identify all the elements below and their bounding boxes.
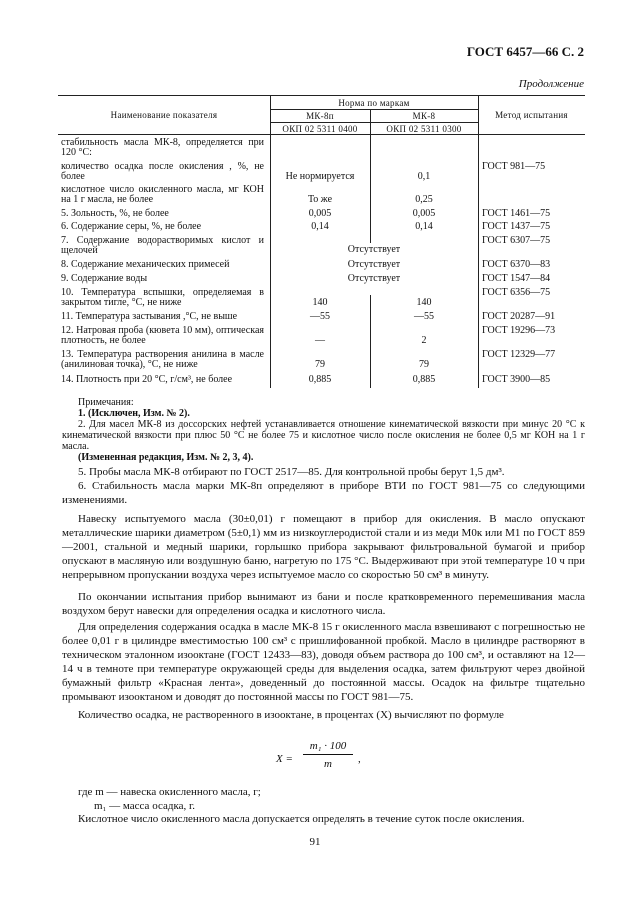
table-cell-both: Отсутствует [347,273,401,284]
table-cell-mk8: 0,005 [412,208,436,219]
header-brand-mk8p: МК-8п [306,111,334,121]
page-number: 91 [309,836,321,848]
table-row-name: 11. Температура застывания ,°С, не выше [61,311,238,322]
table-row-name: стабильность масла МК-8, определяется при 120 °С: [61,137,264,158]
paragraph-9: Для определения содержания осадка в масле МК-8 15 г окисленного масла взвешивают с погрешностью не более 0,01 г в цилиндре вместимостью 100 см³ с пришлифованной пробкой. Масло в цилиндре растворяют в техническом эталонном изооктане (ГОСТ 12433—83), доводя объем раствора до 100 см³, и оставляют на 12—14 ч в темноте при температуре окружающей среды для выделения осадка, затем фильтруют через двойной бумажный фильтр «Красная лента», доведенный до постоянной массы. Осадок на фильтре тщательно промывают изооктаном и доводят до постоянной массы по ГОСТ 981—75. [62,621,585,703]
paragraph-7: Навеску испытуемого масла (30±0,01) г помещают в прибор для окисления. В масло опускают металлические шарики диаметром (5±0,1) мм из низкоуглеродистой стали и из меди М0к или М1 по ГОСТ 859—2001, стальной и медный шарики, горлышко прибора закрывают фильтровальной бумагой и прибор опускают в масляную или воздушную баню, нагретую по 175 °С. Выдерживают при этой температуре 10 ч при непрерывном пропускании воздуха через испытуемое масло со скоростью 50 см³ в минуту. [62,513,585,581]
table-cell-method: ГОСТ 6356—75 [482,287,551,298]
page-header: ГОСТ 6457—66 С. 2 [466,44,584,59]
continuation-label: Продолжение [518,78,584,90]
paragraph-10: Количество осадка, не растворенного в изооктане, в процентах (X) вычисляют по формуле [78,709,504,721]
table-cell-mk8p: То же [307,194,333,205]
table-cell-mk8p: 0,14 [311,221,329,232]
table-row-name: 8. Содержание механических примесей [61,259,230,270]
table-cell-mk8p: 140 [312,297,328,308]
table-cell-mk8p: Не нормируется [285,171,355,182]
table-row-name: 5. Зольность, %, не более [61,208,169,219]
header-okp-mk8p: ОКП 02 5311 0400 [282,124,358,134]
fraction-line [303,754,353,755]
table-cell-method: ГОСТ 1437—75 [482,221,551,232]
table-cell-method: ГОСТ 1547—84 [482,273,551,284]
paragraph-6: 6. Стабильность масла марки МК-8п определяют в приборе ВТИ по ГОСТ 981—75 со следующими изменениями. [62,480,585,506]
table-cell-both: Отсутствует [347,244,401,255]
header-brand-mk8: МК-8 [412,111,436,121]
table-row-name: 14. Плотность при 20 °С, г/см³, не более [61,374,233,385]
table-cell-method: ГОСТ 6370—83 [482,259,551,270]
table-cell-mk8: 79 [419,359,429,370]
table-cell-method: ГОСТ 981—75 [482,161,546,172]
table-cell-mk8: 140 [416,297,432,308]
header-okp-mk8: ОКП 02 5311 0300 [386,124,462,134]
table-cell-method: ГОСТ 3900—85 [482,374,551,385]
formula-numerator: m₁ · 100 [309,740,347,752]
table-cell-mk8: 2 [421,335,427,346]
table-row-name: кислотное число окисленного масла, мг КОН на 1 г масла, не более [61,184,264,205]
table-cell-method: ГОСТ 1461—75 [482,208,551,219]
table-cell-mk8: 0,25 [415,194,433,205]
note-edition: (Измененная редакция, Изм. № 2, 3, 4). [78,452,254,463]
table-cell-method: ГОСТ 20287—91 [482,311,556,322]
header-test-method: Метод испытания [495,110,568,120]
table-cell-mk8p: 0,885 [308,374,332,385]
table-row-name: 13. Температура растворения анилина в масле (анилиновая точка), °С, не ниже [61,349,264,370]
table-cell-mk8p: 0,005 [308,208,332,219]
table-cell-mk8: 0,885 [412,374,436,385]
formula-tail: , [358,753,361,765]
table-cell-mk8p: —55 [310,311,330,322]
table-row-name: 12. Натровая проба (кювета 10 мм), оптическая плотность, не более [61,325,264,346]
table-cell-mk8p: — [315,335,325,346]
table-cell-mk8: —55 [414,311,434,322]
table-cell-method: ГОСТ 12329—77 [482,349,556,360]
table-row-name: 7. Содержание водорастворимых кислот и щелочей [61,235,264,256]
paragraph-8: По окончании испытания прибор вынимают из бани и после кратковременного перемешивания масла воздухом берут навески для определения осадка и кислотного числа. [62,591,585,617]
table-row-name: количество осадка после окисления , %, не более [61,161,264,182]
table-cell-mk8: 0,1 [417,171,431,182]
legend-m1: m₁ — масса осадка, г. [94,800,196,812]
table-cell-both: Отсутствует [347,259,401,270]
note-2: 2. Для масел МК-8 из доссорских нефтей устанавливается отношение кинематической вязкости при минус 20 °С к кинематической вязкости при плюс 50 °С не более 75 и кислотное число после окисления не более 0,5 мг КОН на 1 г масла. [62,419,585,452]
note-1: 1. (Исключен, Изм. № 2). [78,408,190,419]
table-row-name: 9. Содержание воды [61,273,148,284]
table-cell-method: ГОСТ 19296—73 [482,325,556,336]
formula-denominator: m [324,758,332,770]
final-paragraph: Кислотное число окисленного масла допускается определять в течение суток после окисления. [78,813,525,825]
header-indicator-name: Наименование показателя [110,110,218,120]
paragraph-5: 5. Пробы масла МК-8 отбирают по ГОСТ 2517—85. Для контрольной пробы берут 1,5 дм³. [78,466,505,478]
properties-table [58,95,585,390]
legend-m: где m — навеска окисленного масла, г; [78,786,261,798]
table-cell-method: ГОСТ 6307—75 [482,235,551,246]
formula [0,740,630,780]
formula-lhs: X = [276,753,293,765]
table-row-name: 10. Температура вспышки, определяемая в закрытом тигле, °С, не ниже [61,287,264,308]
notes-title: Примечания: [78,397,134,408]
header-norm-group: Норма по маркам [338,98,410,108]
table-row-name: 6. Содержание серы, %, не более [61,221,202,232]
table-cell-mk8: 0,14 [415,221,433,232]
table-cell-mk8p: 79 [315,359,325,370]
